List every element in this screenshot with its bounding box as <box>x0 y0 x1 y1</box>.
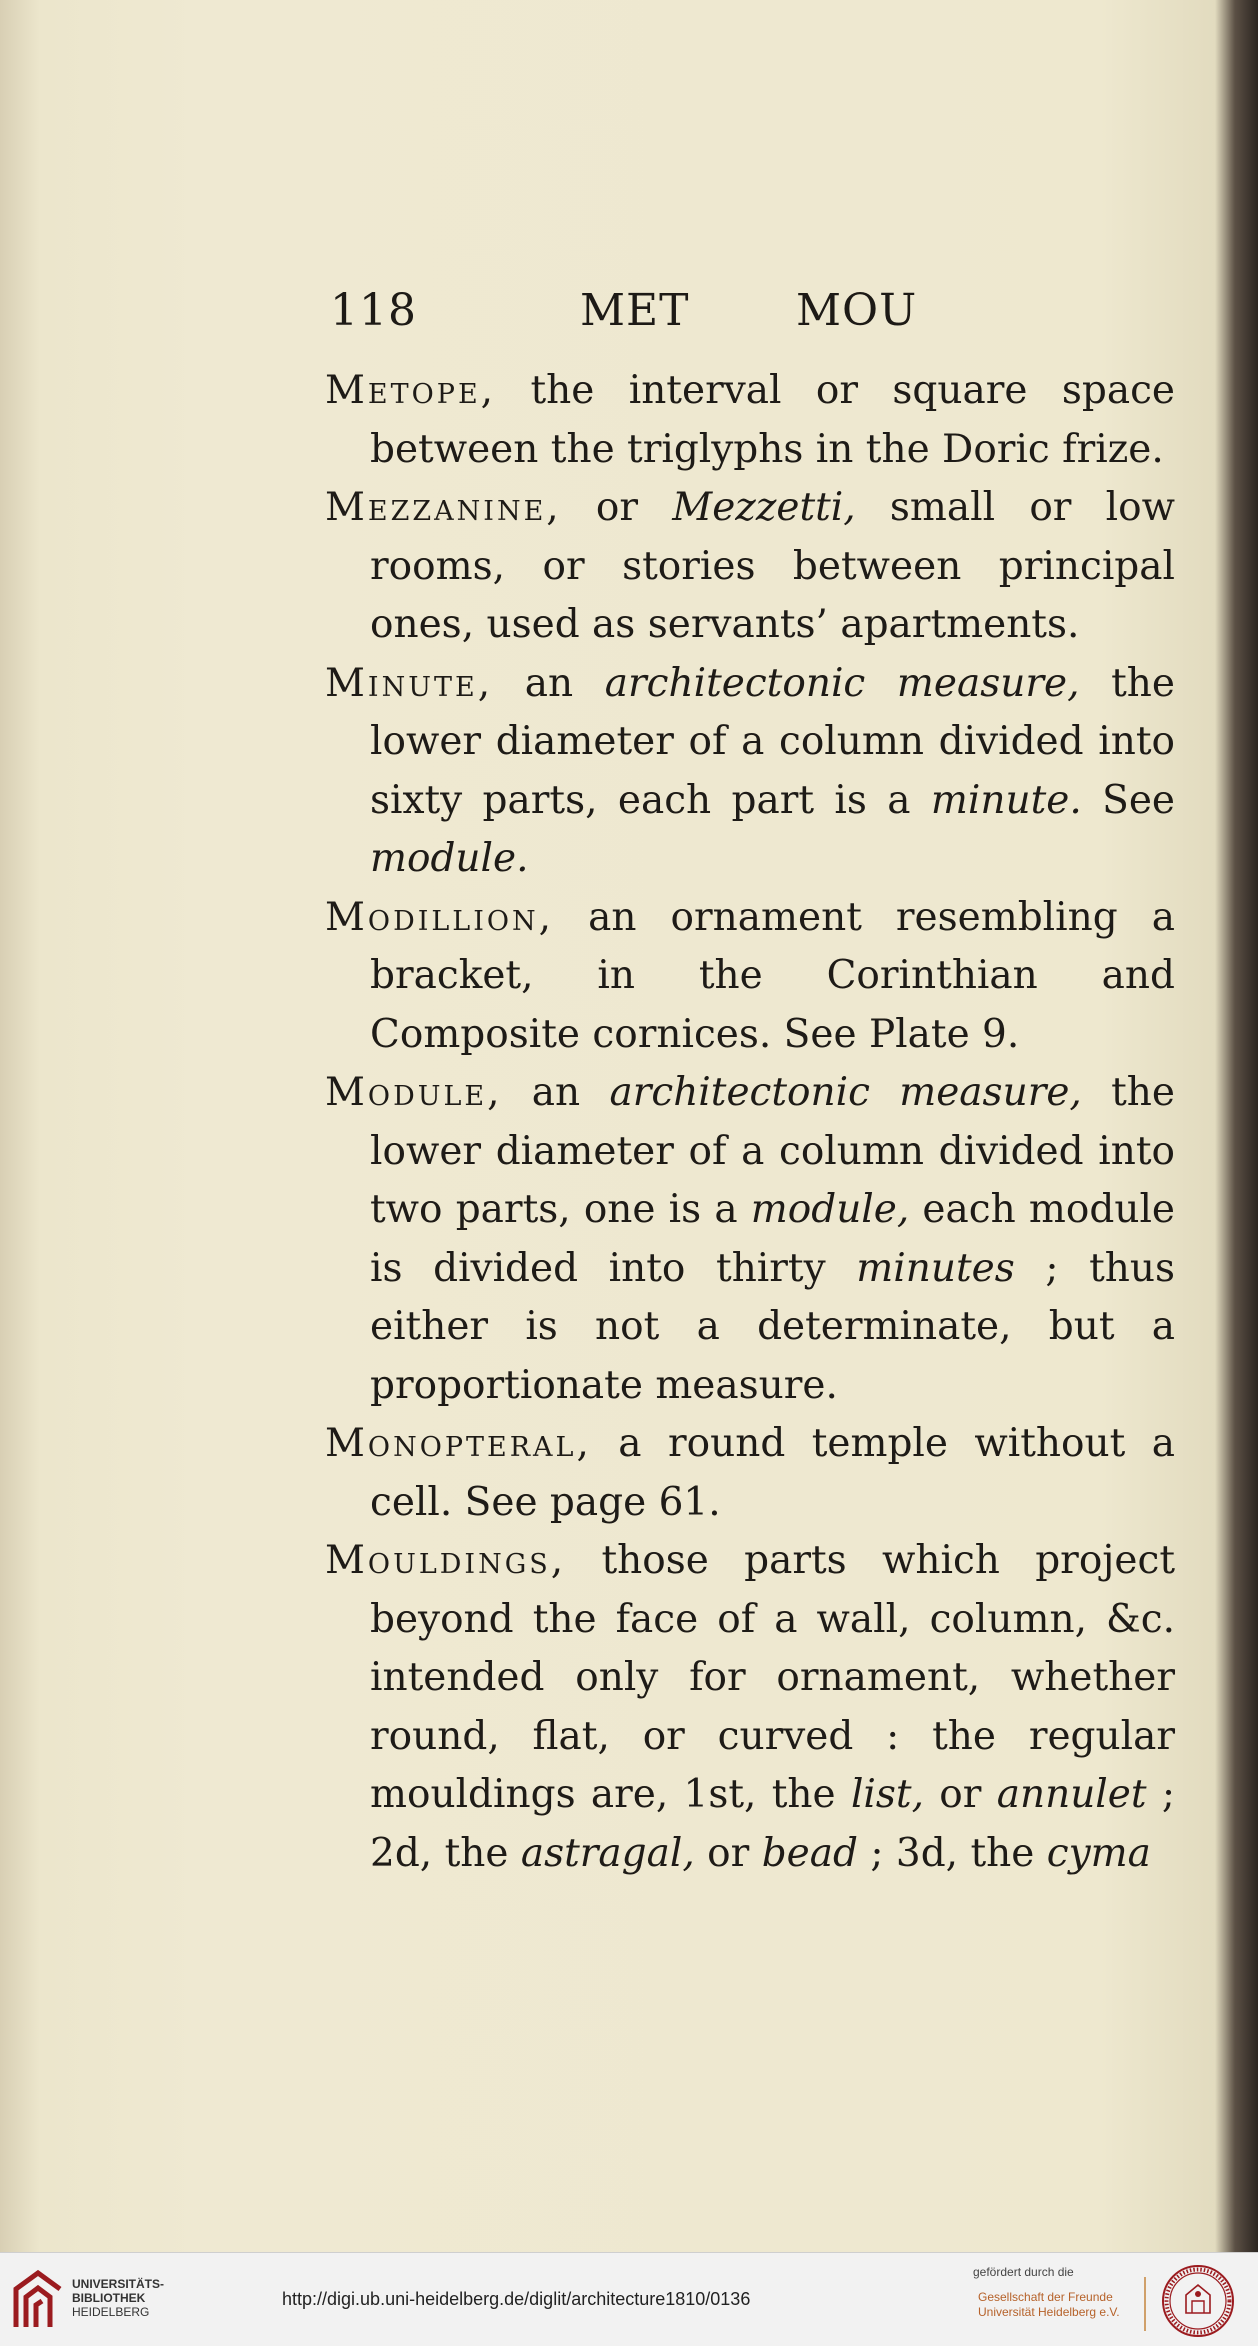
running-header <box>330 285 920 345</box>
library-name-line-2: BIBLIOTHEK <box>72 2291 146 2305</box>
society-name-line-2: Universität Heidelberg e.V. <box>978 2305 1120 2319</box>
footer-divider <box>1144 2277 1146 2331</box>
entry-term: Monopteral, <box>325 1421 592 1466</box>
entry-term: Modillion, <box>325 894 555 940</box>
society-name-line-1: Gesellschaft der Freunde <box>978 2290 1113 2304</box>
glossary-entry <box>325 362 1175 479</box>
entry-text: the lower diameter of a column divided into two parts, one is a <box>370 1070 1175 1232</box>
entry-italic-text: architectonic measure, <box>609 1070 1082 1115</box>
glossary-entry <box>325 1532 1175 1883</box>
entry-text: or <box>561 485 673 530</box>
entry-text: an ornament resembling a bracket, in the Corinthian and Composite cornices. See Plate 9. <box>370 894 1175 1057</box>
permalink-url[interactable]: http://digi.ub.uni-heidelberg.de/diglit/architecture1810/0136 <box>282 2289 751 2309</box>
glossary-entry <box>325 889 1175 1065</box>
entry-text: the lower diameter of a column divided into sixty parts, each part is a <box>370 660 1175 823</box>
page-number: 118 <box>330 285 417 336</box>
entry-text: an <box>493 660 605 706</box>
library-name <box>72 2277 164 2319</box>
entry-term: Minute, <box>325 660 494 706</box>
entry-text: or <box>923 1772 997 1817</box>
glossary-entry <box>325 655 1175 889</box>
entry-text: a round temple without a cell. See page 61. <box>370 1421 1175 1525</box>
entry-italic-text: Mezzetti, <box>672 485 856 530</box>
glossary-entries <box>325 362 1175 1883</box>
entry-italic-text: minutes <box>856 1245 1015 1291</box>
entry-text: small or low rooms, or stories between principal ones, used as servants’ apartments. <box>370 485 1175 647</box>
header-left-catchword: MET <box>580 285 690 336</box>
library-logo-icon <box>10 2267 66 2331</box>
glossary-entry <box>325 479 1175 655</box>
entry-italic-text: astragal, <box>520 1830 695 1876</box>
entry-italic-text: module, <box>750 1187 910 1232</box>
entry-italic-text: architectonic measure, <box>604 660 1080 706</box>
glossary-entry <box>325 1415 1175 1532</box>
entry-italic-text: annulet <box>996 1772 1147 1817</box>
society-name <box>978 2290 1120 2320</box>
library-name-line-3: HEIDELBERG <box>72 2305 150 2319</box>
university-seal-icon <box>1160 2263 1236 2339</box>
library-name-line-1: UNIVERSITÄTS- <box>72 2277 165 2291</box>
entry-text: ; 2d, the <box>370 1772 1175 1876</box>
entry-italic-text: minute. <box>930 777 1082 823</box>
entry-text: or <box>694 1830 762 1876</box>
entry-italic-text: list, <box>850 1772 924 1817</box>
funded-by-label: gefördert durch die <box>973 2265 1074 2279</box>
entry-term: Mouldings, <box>325 1538 567 1583</box>
entry-text: the interval or square space between the triglyphs in the Doric frize. <box>370 368 1175 472</box>
entry-italic-text: bead <box>761 1830 858 1876</box>
entry-italic-text: cyma <box>1046 1830 1151 1876</box>
footer-bar <box>0 2252 1258 2346</box>
glossary-entry <box>325 1064 1175 1415</box>
entry-text: those parts which project beyond the face of a wall, column, &c. intended only for ornament, whether round, flat, or curved : the regular mouldings are, 1st, the <box>370 1538 1175 1817</box>
entry-text: an <box>502 1070 610 1115</box>
entry-text: ; thus either is not a determinate, but a proportionate measure. <box>370 1245 1176 1408</box>
entry-text: each module is divided into thirty <box>370 1187 1175 1291</box>
entry-text: See <box>1081 777 1175 823</box>
entry-text: ; 3d, the <box>857 1830 1047 1876</box>
entry-italic-text: module. <box>370 836 529 881</box>
header-right-catchword: MOU <box>796 285 918 336</box>
entry-term: Mezzanine, <box>325 485 562 530</box>
entry-term: Metope, <box>325 368 497 413</box>
entry-term: Module, <box>325 1070 503 1115</box>
